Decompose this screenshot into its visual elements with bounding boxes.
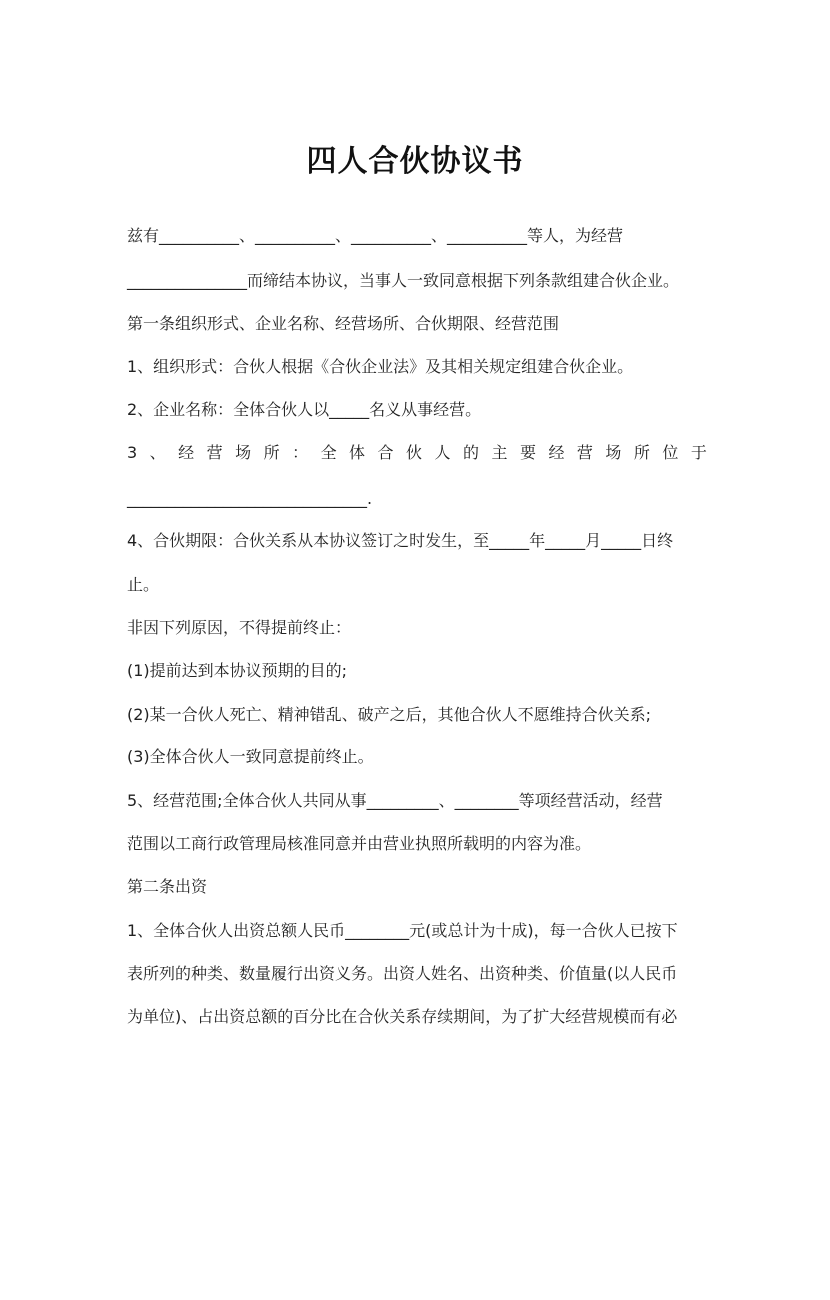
justified-char: 位 [662, 443, 679, 462]
justified-char: 经 [178, 443, 195, 462]
justified-char: 主 [491, 443, 508, 462]
paragraph-line: 4、合伙期限：合伙关系从本协议签订之时发生，至_____年_____月_____日终 [127, 531, 674, 550]
section-heading: 第一条组织形式、企业名称、经营场所、合伙期限、经营范围 [127, 314, 560, 333]
watermark [314, 1020, 626, 1300]
justified-char: 全 [320, 443, 337, 462]
justified-char: 、 [149, 443, 166, 462]
paragraph-line: 非因下列原因，不得提前终止： [127, 618, 352, 637]
paragraph-line-justified [127, 442, 707, 464]
document-title: 四人合伙协议书 [306, 144, 524, 179]
justified-char: 合 [377, 443, 394, 462]
paragraph-line: 止。 [127, 575, 160, 594]
paragraph-line: 范围以工商行政管理局核准同意并由营业执照所载明的内容为准。 [127, 834, 592, 853]
justified-char: ： [292, 443, 309, 462]
justified-char: 于 [690, 443, 707, 462]
paragraph-line: 表所列的种类、数量履行出资义务。出资人姓名、出资种类、价值量(以人民币 [127, 964, 678, 983]
justified-char: 要 [519, 443, 536, 462]
justified-char: 场 [605, 443, 622, 462]
paragraph-line: _______________而缔结本协议，当事人一致同意根据下列条款组建合伙企业。 [127, 271, 680, 290]
list-item: (1)提前达到本协议预期的目的; [127, 661, 348, 680]
paragraph-line: 兹有__________、__________、__________、__________等人，为经营 [127, 226, 624, 245]
justified-char: 伙 [406, 443, 423, 462]
list-item: (2)某一合伙人死亡、精神错乱、破产之后，其他合伙人不愿维持合伙关系; [127, 705, 652, 724]
paragraph-line: 1、组织形式：合伙人根据《合伙企业法》及其相关规定组建合伙企业。 [127, 357, 634, 376]
list-item: (3)全体合伙人一致同意提前终止。 [127, 747, 374, 766]
paragraph-line: ______________________________. [127, 489, 373, 508]
justified-char: 3 [127, 443, 138, 462]
justified-char: 营 [206, 443, 223, 462]
paragraph-line: 为单位)、占出资总额的百分比在合伙关系存续期间，为了扩大经营规模而有必 [127, 1007, 678, 1026]
paragraph-line: 2、企业名称：全体合伙人以_____名义从事经营。 [127, 400, 482, 419]
justified-char: 所 [263, 443, 280, 462]
justified-char: 营 [576, 443, 593, 462]
justified-char: 所 [633, 443, 650, 462]
justified-char: 人 [434, 443, 451, 462]
justified-char: 场 [235, 443, 252, 462]
justified-char: 经 [548, 443, 565, 462]
paragraph-line: 5、经营范围;全体合伙人共同从事_________、________等项经营活动，经营 [127, 791, 663, 810]
justified-char: 体 [349, 443, 366, 462]
section-heading: 第二条出资 [127, 877, 208, 896]
paragraph-line: 1、全体合伙人出资总额人民币________元(或总计为十成)，每一合伙人已按下 [127, 921, 678, 940]
justified-char: 的 [462, 443, 479, 462]
